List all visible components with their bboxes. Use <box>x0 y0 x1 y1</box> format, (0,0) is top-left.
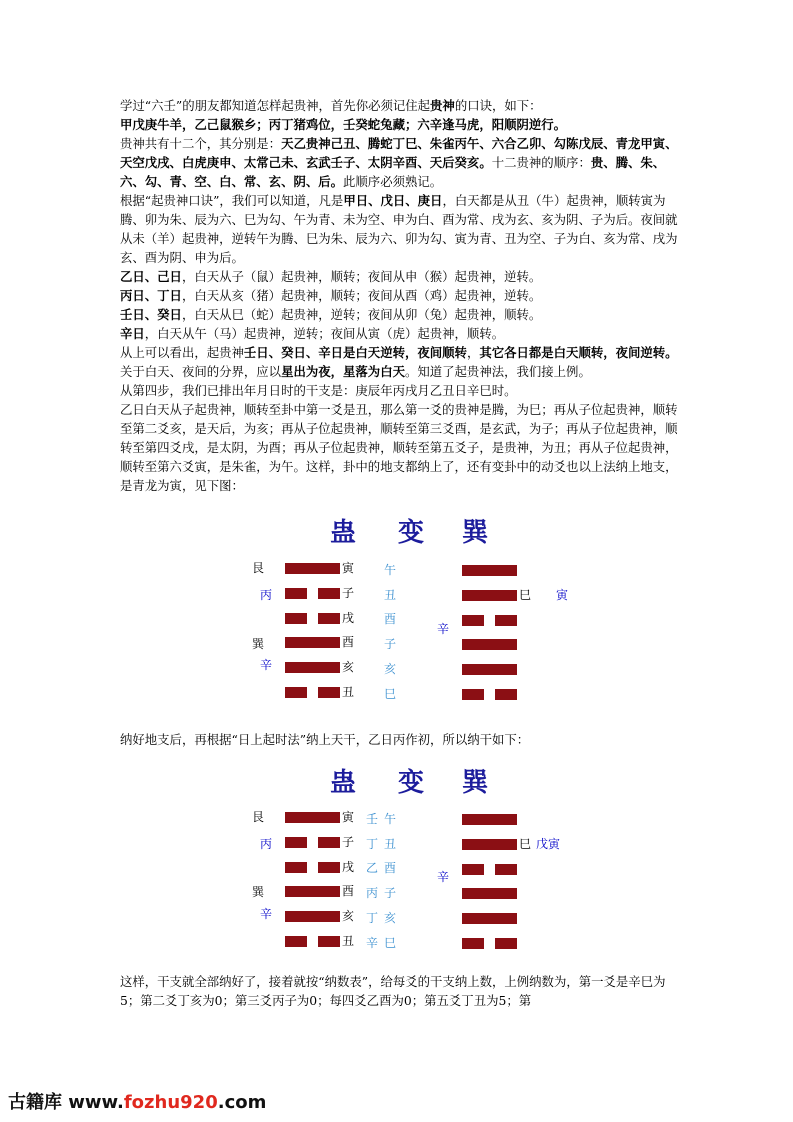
right-branch: 巳 <box>519 588 532 602</box>
r-line-3 <box>462 639 517 650</box>
god-5: 丑 <box>384 588 397 602</box>
god-1: 巳 <box>384 687 397 701</box>
title-mid: 变 <box>398 768 426 798</box>
r-line-1b <box>495 938 517 949</box>
r-line-4b <box>495 615 517 626</box>
text-run: 从第四步，我们已排出年月日时的干支是：庚辰年丙戌月乙丑日辛巳时。 <box>120 383 517 398</box>
r-line-2 <box>462 913 517 924</box>
mid-text: 纳好地支后，再根据“日上起时法”纳上天干，乙日丙作初，所以纳干如下： <box>120 732 530 747</box>
paragraph <box>120 400 680 495</box>
footer-suffix: .com <box>217 1092 267 1113</box>
line-5b <box>318 837 340 848</box>
god-2: 亥 <box>384 911 397 925</box>
branch-3: 酉 <box>342 884 355 898</box>
paragraph <box>120 324 680 343</box>
paragraph <box>120 267 680 286</box>
paragraph <box>120 343 680 362</box>
line-1b <box>318 936 340 947</box>
stem-2: 丁 <box>366 911 379 925</box>
branch-1: 丑 <box>342 934 355 948</box>
god-1: 巳 <box>384 936 397 950</box>
text-run: 十二贵神的顺序： <box>491 155 591 170</box>
line-3 <box>285 886 340 897</box>
line-5b <box>318 588 340 599</box>
upper-gan-label: 丙 <box>260 588 273 602</box>
diagram-1-title <box>0 512 793 552</box>
branch-6: 寅 <box>342 561 355 575</box>
stem-3: 丙 <box>366 886 379 900</box>
right-extra: 寅 <box>556 588 569 602</box>
lower-gua-label: 巽 <box>252 637 265 651</box>
diagram-2-title <box>0 762 793 802</box>
branch-5: 子 <box>342 586 355 600</box>
branch-2: 亥 <box>342 909 355 923</box>
text-run: 此顺序必须熟记。 <box>343 174 443 189</box>
text-run: 丙日、丁日 <box>120 288 182 303</box>
stem-1: 辛 <box>366 936 379 950</box>
line-5 <box>285 588 307 599</box>
branch-4: 戌 <box>342 611 355 625</box>
branch-5: 子 <box>342 835 355 849</box>
text-run: 贵、腾、朱、六、勾、青、空、白、常、玄、阴、后。 <box>120 155 666 189</box>
line-6 <box>285 812 340 823</box>
text-run: 贵神 <box>430 98 455 113</box>
text-run: ，白天从亥（猪）起贵神，顺转；夜间从酉（鸡）起贵神，逆转。 <box>181 288 542 303</box>
god-6: 午 <box>384 812 397 826</box>
right-extra: 戊寅 <box>536 837 561 851</box>
r-line-5 <box>462 839 517 850</box>
line-1 <box>285 687 307 698</box>
r-line-4b <box>495 864 517 875</box>
text-run: 甲戊庚牛羊，乙己鼠猴乡；丙丁猪鸡位，壬癸蛇兔藏；六辛逢马虎，阳顺阴逆行。 <box>120 117 567 132</box>
line-5 <box>285 837 307 848</box>
title-left: 蛊 <box>330 768 358 798</box>
god-6: 午 <box>384 563 397 577</box>
upper-gua-label: 艮 <box>252 561 265 575</box>
lower-gua-label: 巽 <box>252 885 265 899</box>
r-line-4 <box>462 864 484 875</box>
right-gan-label: 辛 <box>437 622 450 636</box>
paragraph <box>120 115 680 134</box>
line-4b <box>318 613 340 624</box>
title-right: 巽 <box>462 518 490 548</box>
text-run: 。知道了起贵神法，我们接上例。 <box>404 364 591 379</box>
right-branch: 巳 <box>519 837 532 851</box>
title-mid: 变 <box>398 518 426 548</box>
line-3 <box>285 637 340 648</box>
bottom-text: 这样，干支就全部纳好了，接着就按“纳数表”，给每爻的干支纳上数，上例纳数为，第一爻是辛巳为5；第二爻丁亥为0；第三爻丙子为0；每四爻乙酉为0；第五爻丁丑为5；第 <box>120 974 666 1008</box>
paragraph <box>120 96 680 115</box>
r-line-6 <box>462 814 517 825</box>
text-run: 乙日白天从子起贵神，顺转至卦中第一爻是丑，那么第一爻的贵神是腾，为巳；再从子位起贵神，顺转至第二爻亥，是天后，为亥；再从子位起贵神，顺转至第三爻酉，是玄武，为子；再从子位起贵神，顺转至第四爻戌，是太阴，为酉；再从子位起贵神，顺转至第五爻子，是贵神，为丑；再从子位起贵神，顺转至第六爻寅，是朱雀，为午。这样，卦中的地支都纳上了，还有变卦中的动爻也以上法纳上地支，是青龙为寅，见下图： <box>120 402 678 493</box>
branch-6: 寅 <box>342 810 355 824</box>
r-line-5 <box>462 590 517 601</box>
lower-gan-label: 辛 <box>260 907 273 921</box>
stem-5: 丁 <box>366 837 379 851</box>
r-line-2 <box>462 664 517 675</box>
text-run: 根据“起贵神口诀”，我们可以知道，凡是 <box>120 193 344 208</box>
stem-4: 乙 <box>366 861 379 875</box>
text-run: 甲日、戊日、庚日 <box>343 193 443 208</box>
footer-prefix: 古籍库 www. <box>8 1092 124 1113</box>
god-3: 子 <box>384 637 397 651</box>
text-run: 其它各日都是白天顺转，夜间逆转。 <box>479 345 678 360</box>
text-run: 辛日 <box>120 326 145 341</box>
paragraph <box>120 305 680 324</box>
god-4: 酉 <box>384 612 397 626</box>
r-line-1 <box>462 689 484 700</box>
upper-gan-label: 丙 <box>260 837 273 851</box>
intro-text <box>120 96 680 495</box>
god-3: 子 <box>384 886 397 900</box>
paragraph <box>120 286 680 305</box>
upper-gua-label: 艮 <box>252 810 265 824</box>
line-2 <box>285 662 340 673</box>
paragraph <box>120 362 680 381</box>
text-run: 关于白天、夜间的分界，应以 <box>120 364 282 379</box>
r-line-4 <box>462 615 484 626</box>
line-4 <box>285 613 307 624</box>
line-2 <box>285 911 340 922</box>
text-run: 星出为夜，星落为白天 <box>281 364 405 379</box>
lower-gan-label: 辛 <box>260 658 273 672</box>
right-gan-label: 辛 <box>437 870 450 884</box>
text-run: 的口诀，如下： <box>454 98 542 113</box>
text-run: 天乙贵神己丑、腾蛇丁巳、朱雀丙午、六合乙卯、勾陈戊辰、青龙甲寅、天空戊戌、白虎庚申、太常己未、玄武壬子、太阴辛酉、天后癸亥。 <box>120 136 678 170</box>
branch-1: 丑 <box>342 685 355 699</box>
god-5: 丑 <box>384 837 397 851</box>
text-run: ，白天从子（鼠）起贵神，顺转；夜间从申（猴）起贵神，逆转。 <box>181 269 542 284</box>
r-line-1b <box>495 689 517 700</box>
r-line-1 <box>462 938 484 949</box>
text-run: 从上可以看出，起贵神 <box>120 345 244 360</box>
line-1 <box>285 936 307 947</box>
line-4 <box>285 862 307 873</box>
god-2: 亥 <box>384 662 397 676</box>
branch-2: 亥 <box>342 660 355 674</box>
line-6 <box>285 563 340 574</box>
text-run: ，白天从午（马）起贵神，逆转；夜间从寅（虎）起贵神，顺转。 <box>144 326 505 341</box>
paragraph <box>120 381 680 400</box>
text-run: ，白天都是从丑（牛）起贵神，顺转寅为腾、卯为朱、辰为六、巳为勾、午为青、未为空、申为白、酉为常、戌为玄、亥为阴、子为后。夜间就从未（羊）起贵神，逆转午为腾、巳为朱、辰为六、卯为勾、寅为青、丑为空、子为白、亥为常、戌为玄、酉为阴、申为后。 <box>120 193 678 265</box>
god-4: 酉 <box>384 861 397 875</box>
text-run: ，白天从巳（蛇）起贵神，逆转；夜间从卯（兔）起贵神，顺转。 <box>181 307 542 322</box>
text-run: 学过“六壬”的朋友都知道怎样起贵神，首先你必须记住起 <box>120 98 431 113</box>
stem-6: 壬 <box>366 812 379 826</box>
paragraph <box>120 191 680 267</box>
text-run: 壬日、癸日 <box>120 307 182 322</box>
r-line-6 <box>462 565 517 576</box>
text-run: 贵神共有十二个，其分别是： <box>120 136 282 151</box>
footer-brand: fozhu920 <box>123 1092 218 1113</box>
line-1b <box>318 687 340 698</box>
footer-watermark <box>8 1088 266 1114</box>
branch-3: 酉 <box>342 635 355 649</box>
branch-4: 戌 <box>342 860 355 874</box>
paragraph <box>120 134 680 191</box>
text-run: ， <box>466 345 480 360</box>
title-left: 蛊 <box>330 518 358 548</box>
line-4b <box>318 862 340 873</box>
title-right: 巽 <box>462 768 490 798</box>
r-line-3 <box>462 888 517 899</box>
text-run: 乙日、己日 <box>120 269 182 284</box>
text-run: 壬日、癸日、辛日是白天逆转，夜间顺转 <box>243 345 467 360</box>
